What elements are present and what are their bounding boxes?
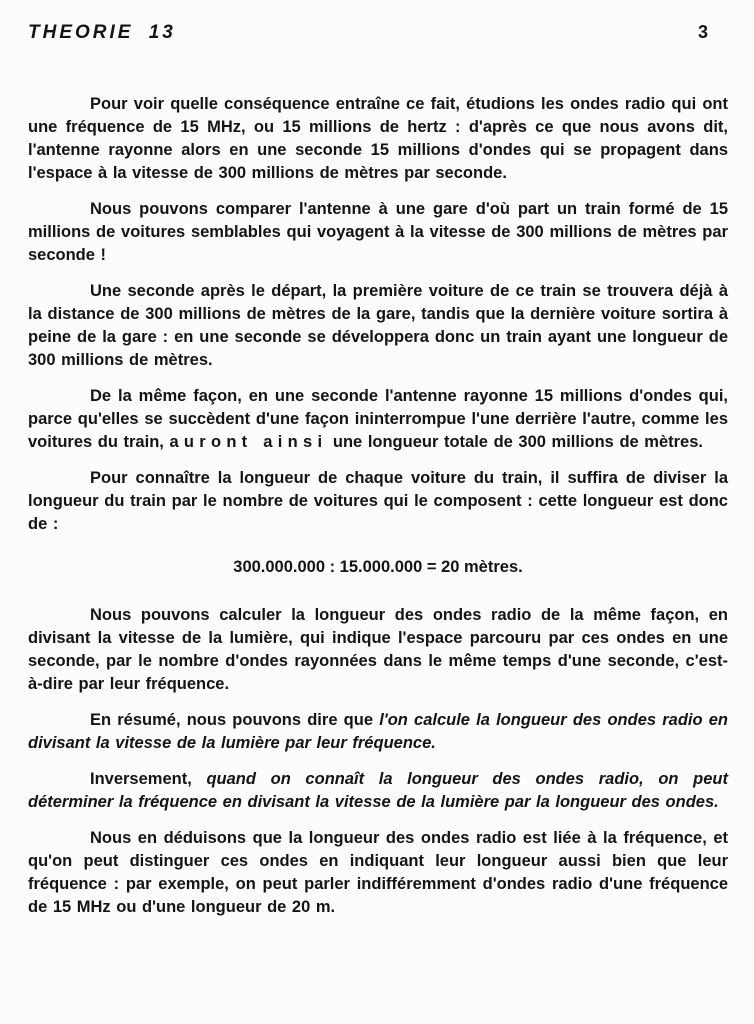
paragraph-same-way-antenna [28,385,728,454]
paragraph-8-segment-start: Inversement, [90,770,207,788]
document-body [28,93,728,919]
page-header [28,22,728,44]
paragraph-4-segment-end: une longueur totale de 300 millions de mètres. [327,433,703,451]
page-number: 3 [697,22,708,42]
paragraph-radio-waves-intro: Pour voir quelle conséquence entraîne ce fait, étudions les ondes radio qui ont une fréquence de 15 MHz, ou 15 millions de hertz : d'après ce que nous avons dit, l'antenne rayonne alors en une seconde 15 millions d'ondes qui se propagent dans l'espace à la vitesse de 300 millions de mètres par seconde. [28,95,728,182]
paragraph-8-italic-rule: quand on connaît la longueur des ondes radio, on peut déterminer la fréquence en divisant la vitesse de la lumière par la longueur des ondes. [28,770,728,811]
paragraph-conclusion: Nous en déduisons que la longueur des ondes radio est liée à la fréquence, et qu'on peut distinguer ces ondes en indiquant leur longueur aussi bien que leur fréquence : par exemple, on peut parler indifféremment d'ondes radio d'une fréquence de 15 MHz ou d'une longueur de 20 m. [28,829,728,916]
paragraph-calculate-wavelength: Nous pouvons calculer la longueur des ondes radio de la même façon, en divisant la vitesse de la lumière, qui indique l'espace parcouru par ces ondes en une seconde, par le nombre d'ondes rayonnées dans le même temps d'une seconde, c'est-à-dire par leur fréquence. [28,606,728,693]
paragraph-train-comparison: Nous pouvons comparer l'antenne à une gare d'où part un train formé de 15 millions de voitures semblables qui voyagent à la vitesse de 300 millions de mètres par seconde ! [28,200,728,264]
paragraph-4-letterspaced-segment: auront ainsi [169,433,328,451]
paragraph-7-italic-rule: l'on calcule la longueur des ondes radio en divisant la vitesse de la lumière par leur fréquence. [28,711,728,752]
paragraph-7-segment-start: En résumé, nous pouvons dire que [90,711,380,729]
division-equation: 300.000.000 : 15.000.000 = 20 mètres. [233,558,523,576]
paragraph-inverse-rule [28,768,728,814]
page-title: THEORIE 13 [28,22,176,43]
paragraph-length-of-each-car: Pour connaître la longueur de chaque voiture du train, il suffira de diviser la longueur du train par le nombre de voitures qui le composent : cette longueur est donc de : [28,469,728,533]
paragraph-one-second-after-departure: Une seconde après le départ, la première voiture de ce train se trouvera déjà à la distance de 300 millions de mètres de la gare, tandis que la dernière voiture sortira à peine de la gare : en une seconde se développera donc un train ayant une longueur de 300 millions de mètres. [28,282,728,369]
paragraph-summary-rule [28,709,728,755]
paragraph-4-segment-start: De la même façon, en une seconde l'antenne rayonne 15 millions d'ondes qui, parce qu'elles se succèdent d'une façon ininterrompue l'une derrière l'autre, comme les voitures du train, [28,387,728,451]
